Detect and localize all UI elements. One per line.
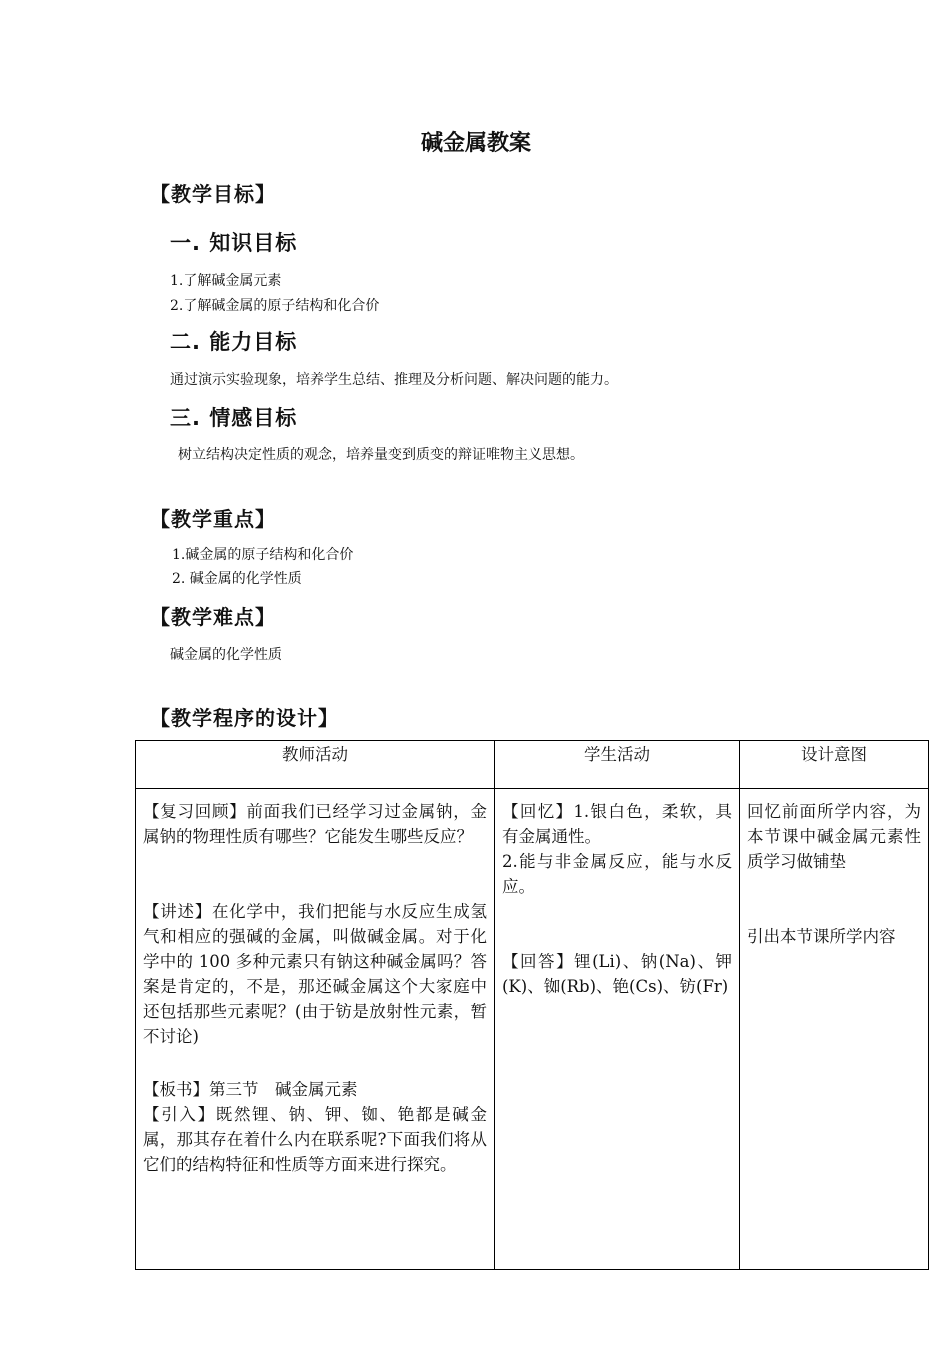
procedure-heading: 【教学程序的设计】	[150, 706, 339, 730]
teacher-board-text: 【板书】第三节 碱金属元素	[143, 1080, 358, 1099]
teacher-review-text: 【复习回顾】前面我们已经学习过金属钠，金属钠的物理性质有哪些？它能发生哪些反应？	[143, 802, 487, 846]
key-point-1: 1.碱金属的原子结构和化合价	[172, 547, 354, 563]
student-recall-text: 【回忆】1.银白色，柔软，具有金属通性。	[502, 802, 732, 846]
teacher-lecture-text: 【讲述】在化学中，我们把能与水反应生成氢气和相应的强碱的金属，叫做碱金属。对于化学中的 100 多种元素只有钠这种碱金属吗？答案是肯定的，不是，那还碱金属这个大家庭中还包括那些元素呢？(由于钫是放射性元素，暂不讨论)	[143, 902, 487, 1046]
key-points-heading: 【教学重点】	[150, 507, 276, 531]
key-point-2: 2. 碱金属的化学性质	[172, 571, 302, 587]
student-activity-cell	[495, 789, 740, 1270]
student-answer-text: 【回答】锂(Li)、钠(Na)、钾(K)、铷(Rb)、铯(Cs)、钫(Fr)	[502, 952, 732, 996]
knowledge-item-1: 1.了解碱金属元素	[170, 273, 282, 289]
emotion-objectives-heading: 三. 情感目标	[170, 406, 298, 430]
teacher-activity-cell	[136, 789, 495, 1270]
knowledge-objectives-heading: 一. 知识目标	[170, 231, 298, 255]
table-header-row	[136, 741, 929, 789]
column-header-teacher: 教师活动	[136, 741, 495, 789]
intent-review-text: 回忆前面所学内容，为本节课中碱金属元素性质学习做铺垫	[747, 802, 921, 871]
emotion-objectives-text: 树立结构决定性质的观念，培养量变到质变的辩证唯物主义思想。	[178, 447, 584, 463]
document-title: 碱金属教案	[420, 131, 531, 156]
teacher-intro-text: 【引入】既然锂、钠、钾、铷、铯都是碱金属，那其存在着什么内在联系呢?下面我们将从它们的结构特征和性质等方面来进行探究。	[143, 1105, 487, 1174]
column-header-intent: 设计意图	[740, 741, 929, 789]
table-row	[136, 789, 929, 1270]
student-recall-text-2: 2.能与非金属反应，能与水反应。	[502, 852, 732, 896]
column-header-student: 学生活动	[495, 741, 740, 789]
ability-objectives-text: 通过演示实验现象，培养学生总结、推理及分析问题、解决问题的能力。	[170, 372, 618, 388]
procedure-table	[135, 740, 929, 1270]
intent-lead-text: 引出本节课所学内容	[747, 927, 896, 946]
difficulties-text: 碱金属的化学性质	[170, 647, 282, 663]
objectives-heading: 【教学目标】	[150, 182, 276, 206]
difficulties-heading: 【教学难点】	[150, 605, 276, 629]
design-intent-cell	[740, 789, 929, 1270]
knowledge-item-2: 2.了解碱金属的原子结构和化合价	[170, 298, 380, 314]
ability-objectives-heading: 二. 能力目标	[170, 330, 298, 354]
